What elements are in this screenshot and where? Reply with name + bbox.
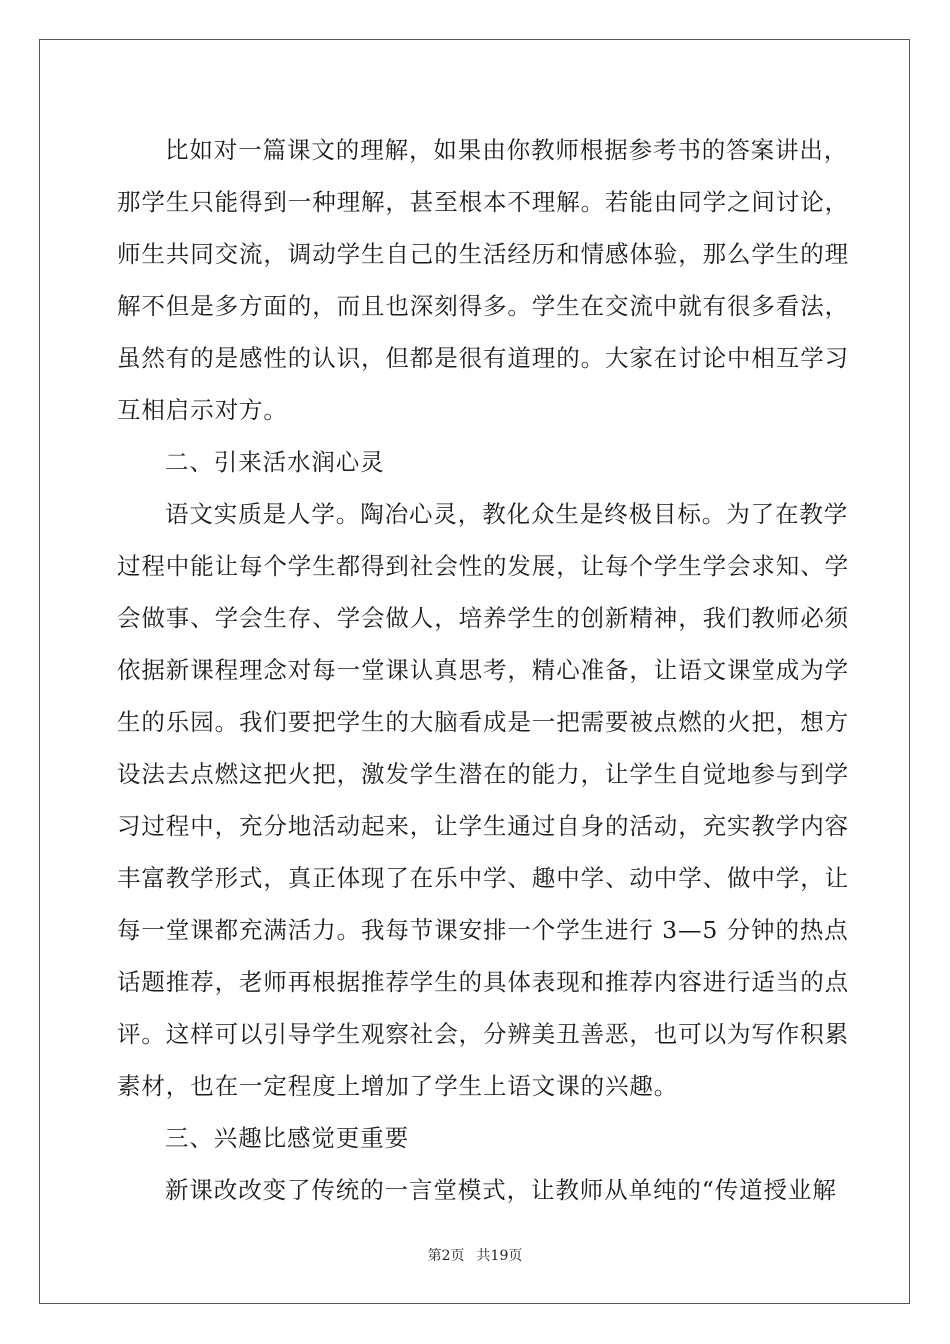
paragraph-line: 话题推荐，老师再根据推荐学生的具体表现和推荐内容进行适当的点 (117, 968, 849, 996)
paragraph-line: 依据新课程理念对每一堂课认真思考，精心准备，让语文课堂成为学 (117, 656, 849, 684)
paragraph-line: 新课改改变了传统的一言堂模式，让教师从单纯的“传道授业解 (165, 1176, 837, 1204)
paragraph-line: 习过程中，充分地活动起来，让学生通过自身的活动，充实教学内容 (117, 812, 849, 840)
paragraph-line: 会做事、学会生存、学会做人，培养学生的创新精神，我们教师必须 (117, 604, 849, 632)
paragraph-line: 那学生只能得到一种理解，甚至根本不理解。若能由同学之间讨论， (117, 188, 849, 216)
paragraph-line: 每一堂课都充满活力。我每节课安排一个学生进行 3—5 分钟的热点 (117, 916, 849, 944)
paragraph-line: 评。这样可以引导学生观察社会，分辨美丑善恶，也可以为写作积累 (117, 1020, 849, 1048)
section-heading: 二、引来活水润心灵 (165, 448, 385, 476)
document-body (117, 124, 849, 1216)
paragraph-line: 虽然有的是感性的认识，但都是很有道理的。大家在讨论中相互学习 (117, 344, 849, 372)
paragraph-line: 丰富教学形式，真正体现了在乐中学、趣中学、动中学、做中学，让 (117, 864, 849, 892)
paragraph-line: 设法去点燃这把火把，激发学生潜在的能力，让学生自觉地参与到学 (117, 760, 849, 788)
page-footer (0, 1245, 950, 1265)
paragraph-line: 解不但是多方面的，而且也深刻得多。学生在交流中就有很多看法， (117, 292, 849, 320)
page-total: 共19页 (476, 1248, 523, 1264)
paragraph-line: 过程中能让每个学生都得到社会性的发展，让每个学生学会求知、学 (117, 552, 849, 580)
paragraph-line: 语文实质是人学。陶冶心灵，教化众生是终极目标。为了在教学 (165, 500, 849, 528)
paragraph-line: 素材，也在一定程度上增加了学生上语文课的兴趣。 (117, 1072, 679, 1100)
paragraph-line: 互相启示对方。 (117, 396, 288, 424)
page-number: 第2页 (427, 1248, 465, 1264)
paragraph-line: 比如对一篇课文的理解，如果由你教师根据参考书的答案讲出， (165, 136, 849, 164)
section-heading: 三、兴趣比感觉更重要 (165, 1124, 409, 1152)
paragraph-line: 师生共同交流，调动学生自己的生活经历和情感体验，那么学生的理 (117, 240, 849, 268)
paragraph-line: 生的乐园。我们要把学生的大脑看成是一把需要被点燃的火把，想方 (117, 708, 849, 736)
